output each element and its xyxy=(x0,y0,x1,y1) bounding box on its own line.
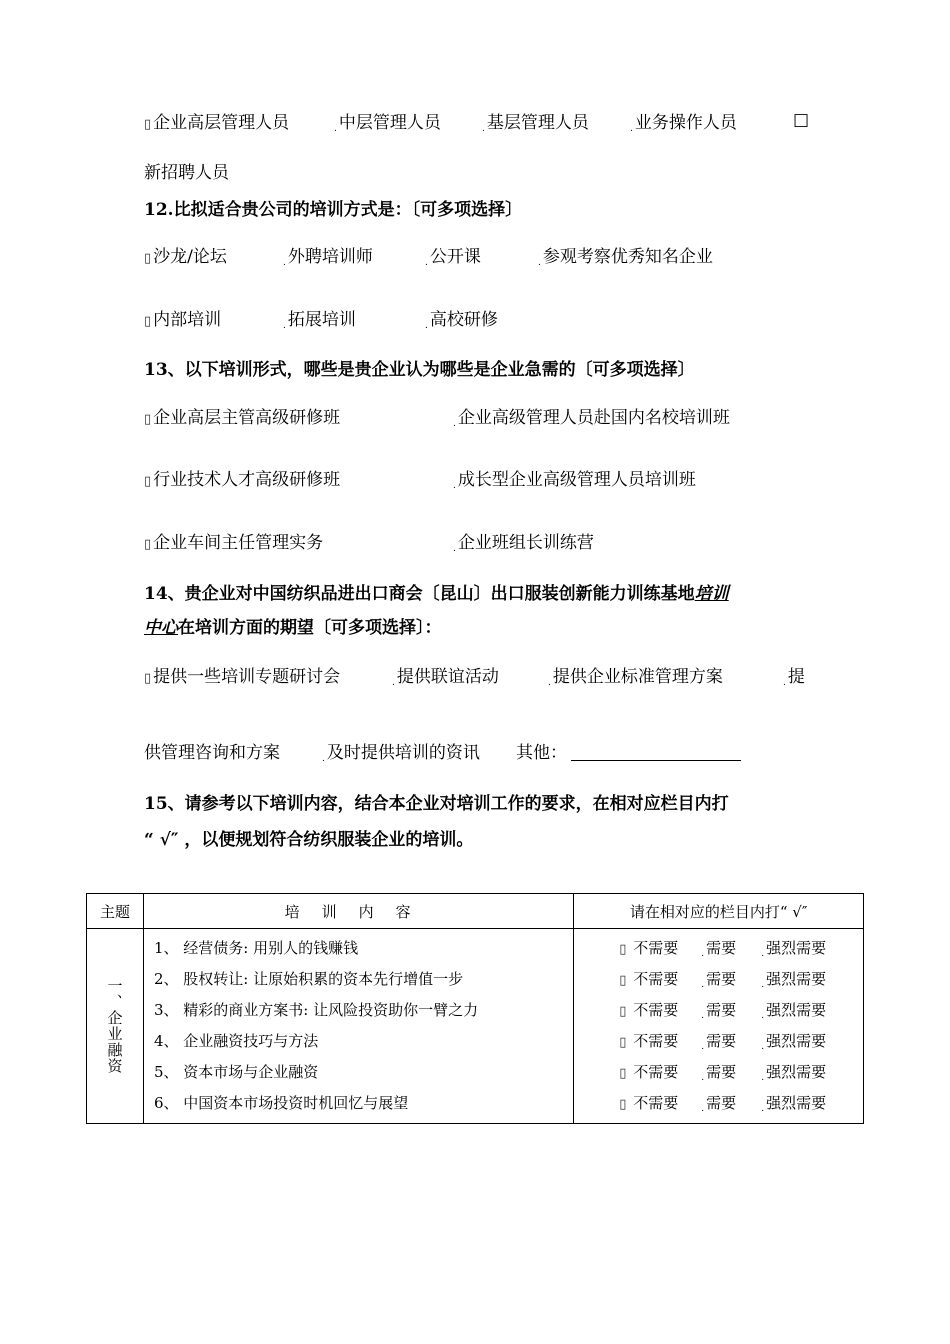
question-title-cont: “ √″ ，以便规划符合纺织服装企业的培训。 xyxy=(144,830,474,850)
checkbox-icon[interactable]: ▯ xyxy=(144,412,152,427)
choice-row xyxy=(609,1088,863,1119)
choice-label[interactable]: 不需要 xyxy=(633,1032,679,1050)
option-label: 提 xyxy=(787,667,805,687)
choice-row xyxy=(609,995,863,1026)
checkbox-icon[interactable]: . xyxy=(761,1042,765,1052)
choice-row xyxy=(609,964,863,995)
q13-option xyxy=(453,465,696,491)
checkbox-icon[interactable]: . xyxy=(283,321,286,331)
question-title: 15、请参考以下培训内容，结合本企业对培训工作的要求，在相对应栏目内打 xyxy=(144,794,729,814)
checkbox-icon[interactable]: ▯ xyxy=(619,1066,627,1081)
checkbox-icon[interactable]: . xyxy=(761,1104,765,1114)
checkbox-icon[interactable]: ▯ xyxy=(619,1097,627,1112)
checkbox-icon[interactable]: ▯ xyxy=(619,1004,627,1019)
checkbox-icon[interactable]: . xyxy=(701,1073,705,1083)
table-row xyxy=(87,929,864,1124)
group-label: 一、企业融资 xyxy=(87,929,144,1124)
option-label: 提供一些培训专题研讨会 xyxy=(153,667,341,687)
checkbox-icon[interactable]: □ xyxy=(793,110,810,130)
checkbox-icon[interactable]: . xyxy=(334,124,337,134)
option-label: 行业技术人才高级研修班 xyxy=(153,470,341,490)
option-label: 及时提供培训的资讯 xyxy=(326,743,480,763)
choice-label[interactable]: 不需要 xyxy=(633,1063,679,1081)
question-title xyxy=(144,579,729,604)
checkbox-icon[interactable]: ▯ xyxy=(144,251,152,266)
title-text: 14、贵企业对中国纺织品进出口商会〔昆山〕出口服装创新能力训练基地 xyxy=(144,584,695,604)
q13-option xyxy=(144,528,323,553)
checkbox-icon[interactable]: . xyxy=(425,258,428,268)
checkbox-icon[interactable]: . xyxy=(548,678,551,688)
option-label: 企业高层管理人员 xyxy=(153,113,290,133)
checkbox-icon[interactable]: . xyxy=(482,124,485,134)
q13-option xyxy=(453,528,594,554)
q13-option xyxy=(453,403,730,429)
option-label: 提供联谊活动 xyxy=(396,667,499,687)
title-emphasis: 培训 xyxy=(694,584,729,604)
training-table xyxy=(86,893,864,1124)
title-text: 在培训方面的期望〔可多项选择〕： xyxy=(178,618,442,638)
checkbox-icon[interactable]: ▯ xyxy=(144,537,152,552)
checkbox-icon[interactable]: ▯ xyxy=(144,671,152,686)
q11-option xyxy=(334,108,441,134)
choice-label[interactable]: 不需要 xyxy=(633,939,679,957)
q12-option xyxy=(144,242,227,267)
checkbox-icon[interactable]: . xyxy=(761,980,765,990)
checkbox-icon[interactable]: . xyxy=(701,1104,705,1114)
q12-option xyxy=(538,242,713,268)
choice-label[interactable]: 需要 xyxy=(706,1032,737,1050)
option-label: 企业班组长训练营 xyxy=(457,533,594,553)
choice-label[interactable]: 不需要 xyxy=(633,970,679,988)
checkbox-icon[interactable]: . xyxy=(630,124,633,134)
content-item: 2、 股权转让: 让原始积累的资本先行增值一步 xyxy=(153,970,464,988)
checkbox-icon[interactable]: . xyxy=(538,258,541,268)
choice-label[interactable]: 强烈需要 xyxy=(766,939,827,957)
checkbox-icon[interactable]: . xyxy=(283,258,286,268)
choice-row xyxy=(609,1057,863,1088)
header-content: 培训内容 xyxy=(143,894,573,929)
q12-option xyxy=(425,242,481,268)
checkbox-icon[interactable]: . xyxy=(783,678,786,688)
choice-label[interactable]: 需要 xyxy=(706,1094,737,1112)
choice-label[interactable]: 强烈需要 xyxy=(766,1001,827,1019)
question-title-cont xyxy=(144,613,442,638)
choice-label[interactable]: 强烈需要 xyxy=(766,1094,827,1112)
checkbox-icon[interactable]: . xyxy=(761,1011,765,1021)
option-label: 业务操作人员 xyxy=(634,113,737,133)
q14-option xyxy=(392,662,499,688)
table-header xyxy=(87,894,864,929)
q11-option-row xyxy=(144,108,289,133)
content-item: 1、 经营债务: 用别人的钱赚钱 xyxy=(153,939,359,957)
checkbox-icon[interactable]: . xyxy=(453,544,456,554)
q13-option xyxy=(144,403,340,428)
choice-row xyxy=(609,1026,863,1057)
q14-option xyxy=(144,662,340,687)
option-label: 参观考察优秀知名企业 xyxy=(542,247,713,267)
q14-option xyxy=(322,738,480,764)
choice-label[interactable]: 需要 xyxy=(706,939,737,957)
choice-row xyxy=(609,933,863,964)
option-label: 企业高层主管高级研修班 xyxy=(153,408,341,428)
checkbox-icon[interactable]: . xyxy=(761,1073,765,1083)
choice-label[interactable]: 不需要 xyxy=(633,1094,679,1112)
option-label: 其他： xyxy=(516,743,567,763)
q12-option xyxy=(283,242,373,268)
option-label: 拓展培训 xyxy=(287,310,356,330)
checkbox-icon[interactable]: . xyxy=(392,678,395,688)
option-label: 供管理咨询和方案 xyxy=(144,743,280,763)
choice-label[interactable]: 需要 xyxy=(706,1001,737,1019)
checkbox-icon[interactable]: . xyxy=(701,980,705,990)
checkbox-icon[interactable]: . xyxy=(761,949,765,959)
content-item: 6、 中国资本市场投资时机回忆与展望 xyxy=(153,1094,409,1112)
q13-option xyxy=(144,465,340,490)
checkbox-icon[interactable]: . xyxy=(701,949,705,959)
q14-other xyxy=(516,738,741,763)
checkbox-icon[interactable]: . xyxy=(425,321,428,331)
checkbox-icon[interactable]: . xyxy=(701,1042,705,1052)
choice-label[interactable]: 强烈需要 xyxy=(766,970,827,988)
choice-label[interactable]: 需要 xyxy=(706,970,737,988)
content-cell xyxy=(143,929,573,1124)
choice-cell xyxy=(574,929,864,1124)
choice-label[interactable]: 不需要 xyxy=(633,1001,679,1019)
checkbox-icon[interactable]: . xyxy=(453,419,456,429)
q11-option xyxy=(482,108,589,134)
option-label: 内部培训 xyxy=(153,310,222,330)
title-emphasis: 中心 xyxy=(144,618,178,638)
question-title: 12.比拟适合贵公司的培训方式是：〔可多项选择〕 xyxy=(144,200,523,220)
q12-option xyxy=(144,305,221,330)
content-item: 4、 企业融资技巧与方法 xyxy=(153,1032,319,1050)
choice-label[interactable]: 强烈需要 xyxy=(766,1063,827,1081)
checkbox-icon[interactable]: ▯ xyxy=(619,1035,627,1050)
choice-label[interactable]: 强烈需要 xyxy=(766,1032,827,1050)
checkbox-icon[interactable]: ▯ xyxy=(619,942,627,957)
checkbox-icon[interactable]: ▯ xyxy=(144,474,152,489)
content-item: 5、 资本市场与企业融资 xyxy=(153,1063,319,1081)
option-label: 成长型企业高级管理人员培训班 xyxy=(457,470,696,490)
option-label: 基层管理人员 xyxy=(486,113,589,133)
q11-option xyxy=(630,108,737,134)
checkbox-icon[interactable]: . xyxy=(453,481,456,491)
q12-option xyxy=(425,305,498,331)
checkbox-icon[interactable]: . xyxy=(701,1011,705,1021)
q12-option xyxy=(283,305,356,331)
option-label: 沙龙/论坛 xyxy=(153,247,227,267)
option-label: 公开课 xyxy=(429,247,481,267)
option-label: 外聘培训师 xyxy=(287,247,373,267)
checkbox-icon[interactable]: ▯ xyxy=(144,117,152,132)
option-label: 提供企业标准管理方案 xyxy=(552,667,723,687)
q14-option xyxy=(548,662,723,688)
option-label: 企业车间主任管理实务 xyxy=(153,533,324,553)
question-title: 13、以下培训形式，哪些是贵企业认为哪些是企业急需的〔可多项选择〕 xyxy=(144,360,695,380)
other-input-line[interactable] xyxy=(571,744,741,761)
content-item: 3、 精彩的商业方案书: 让风险投资助你一臂之力 xyxy=(153,1001,479,1019)
option-label: 企业高级管理人员赴国内名校培训班 xyxy=(457,408,730,428)
choice-label[interactable]: 需要 xyxy=(706,1063,737,1081)
option-label: 新招聘人员 xyxy=(144,163,229,183)
checkbox-icon[interactable]: ▯ xyxy=(619,973,627,988)
option-label: 中层管理人员 xyxy=(338,113,441,133)
header-check: 请在相对应的栏目内打“ √″ xyxy=(574,894,864,929)
option-label: 高校研修 xyxy=(429,310,498,330)
q14-option xyxy=(783,662,805,688)
header-topic: 主题 xyxy=(87,894,144,929)
checkbox-icon[interactable]: . xyxy=(322,754,325,764)
checkbox-icon[interactable]: ▯ xyxy=(144,314,152,329)
